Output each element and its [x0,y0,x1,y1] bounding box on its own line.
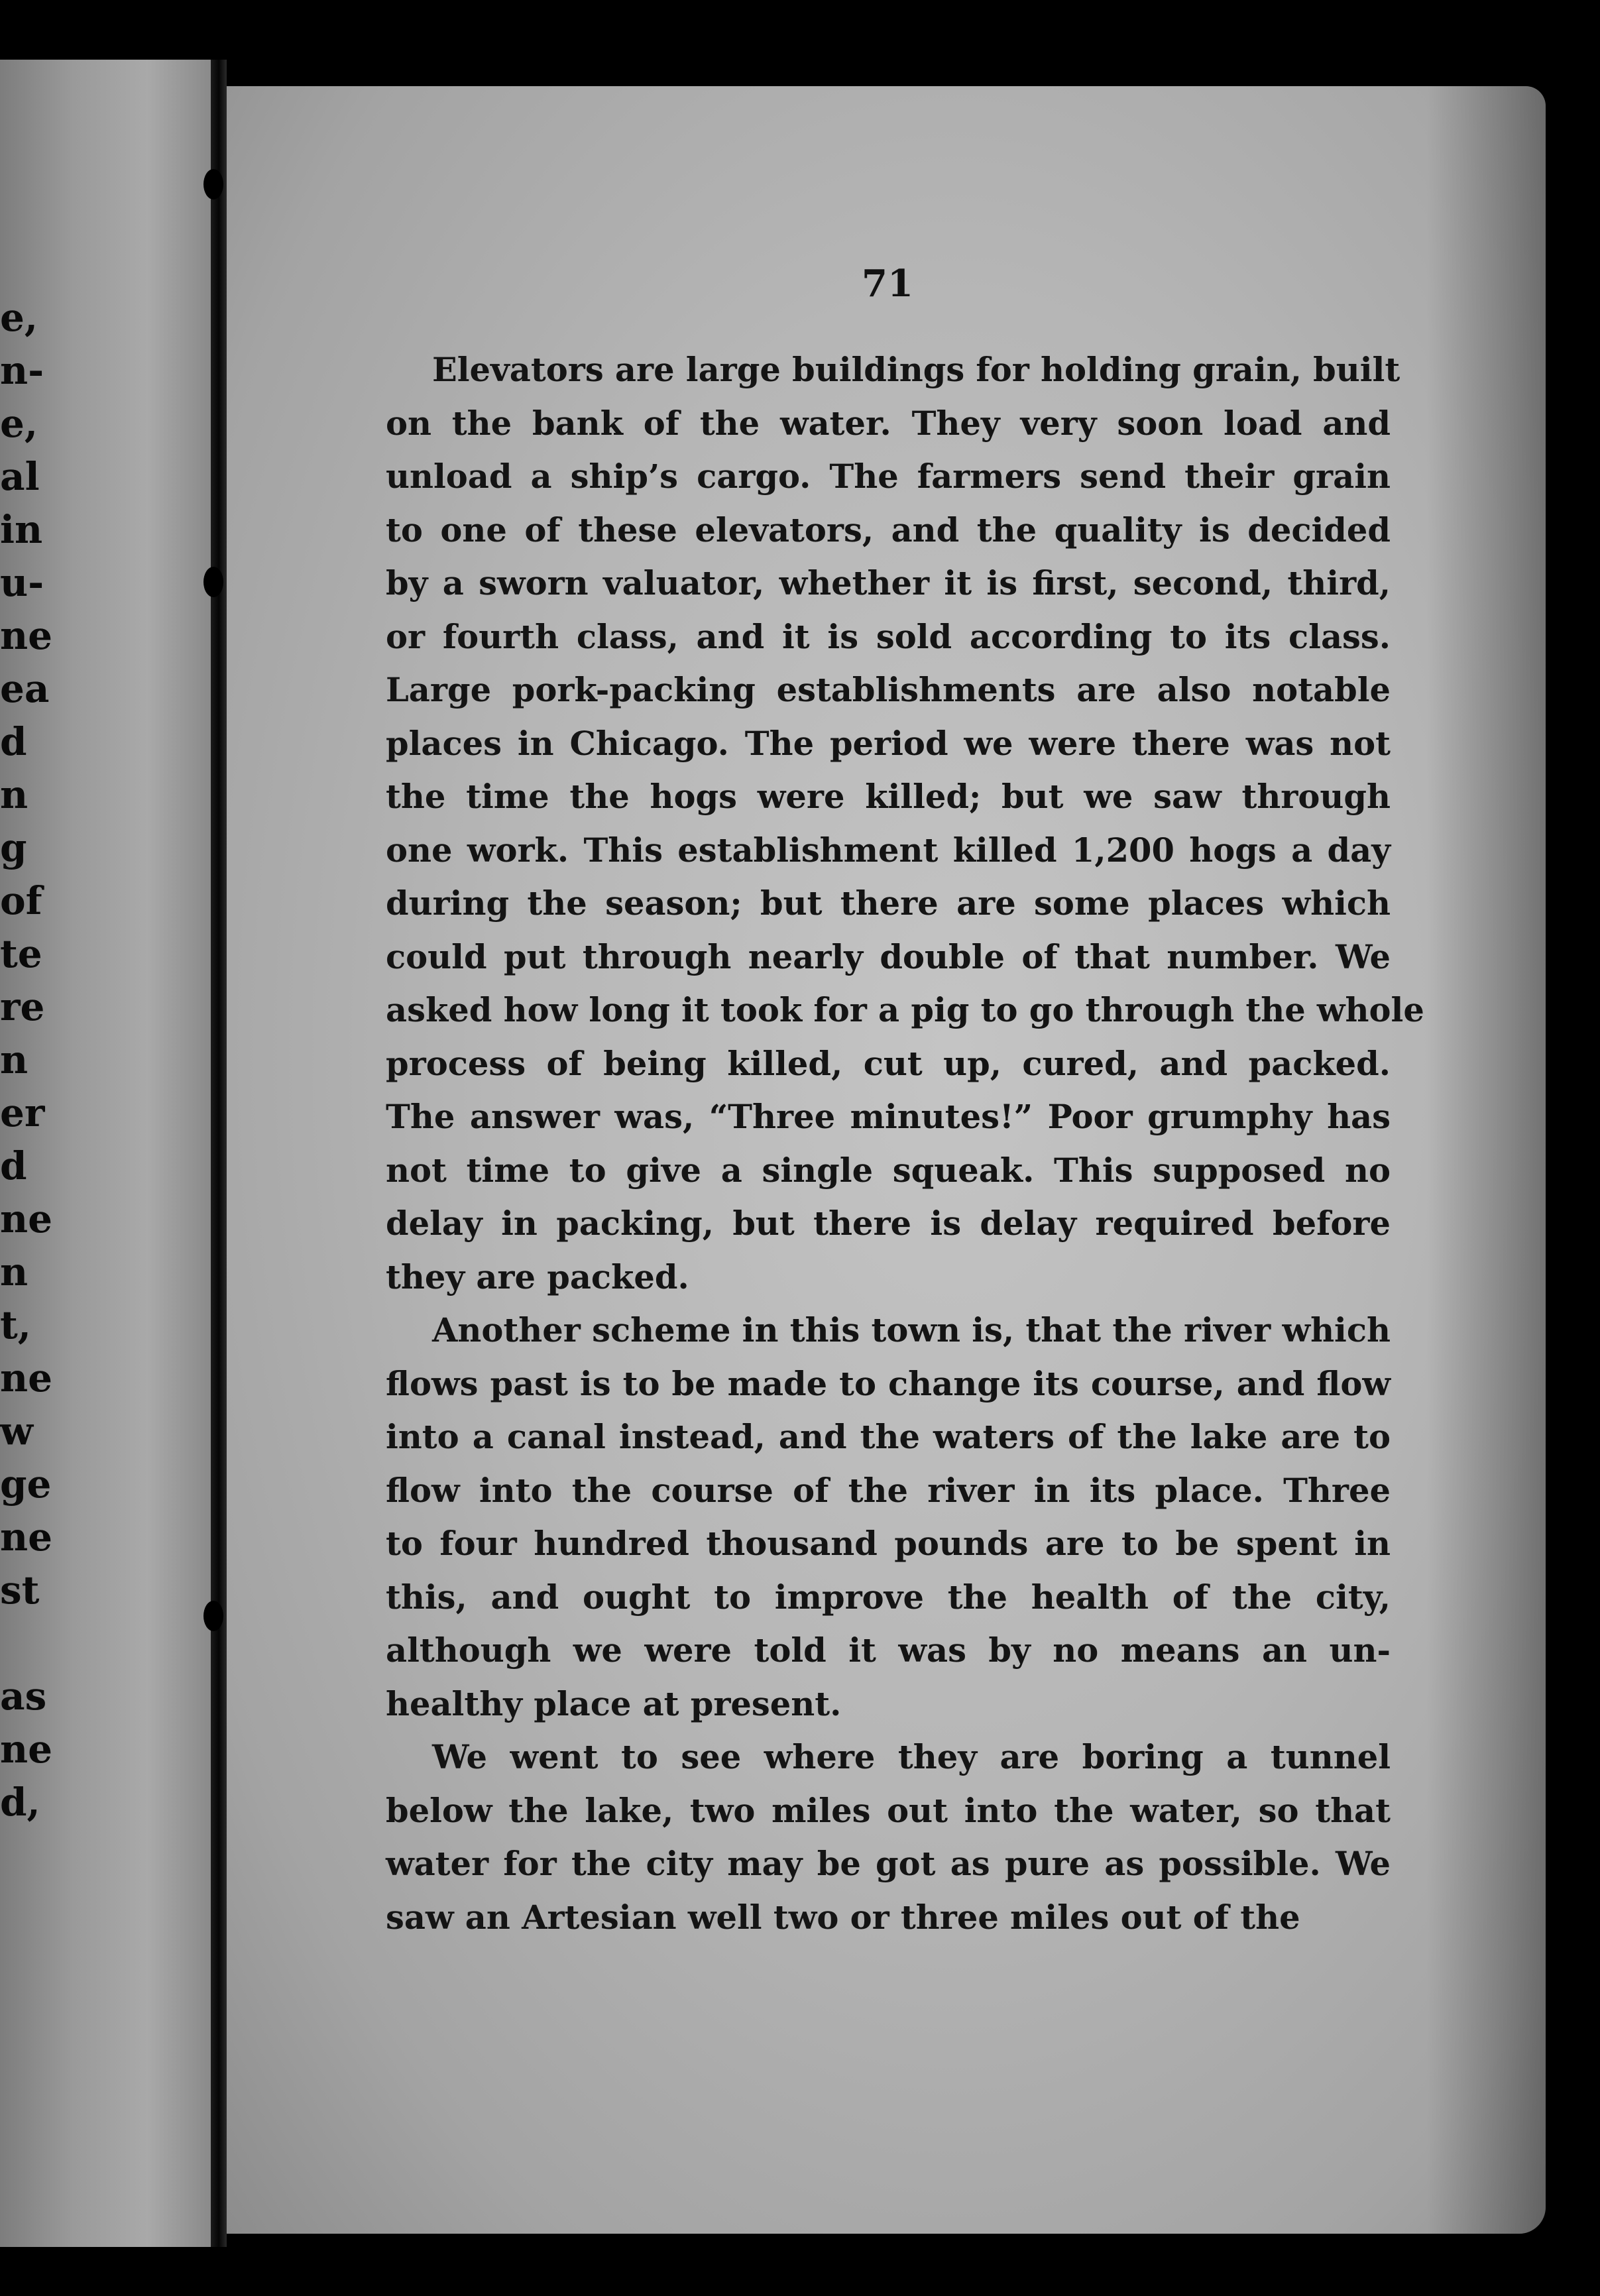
text-line: to one of these elevators, and the quality is decided [386,510,1391,549]
page-edge-fragment: e, [0,401,38,446]
text-line: to four hundred thousand pounds are to be spent in [386,1524,1391,1563]
previous-page-edge [0,60,211,2247]
text-line: Elevators are large buildings for holding grain, built [432,351,1400,389]
page-edge-fragment: of [0,878,42,923]
page-edge-shadow [1426,86,1546,2234]
page-edge-fragment: ne [0,1515,53,1560]
text-line: We went to see where they are boring a tunnel [432,1738,1391,1776]
paragraph [386,1304,1391,1731]
text-line: or fourth class, and it is sold according to its class. [386,617,1391,656]
page-edge-fragment: t, [0,1302,31,1348]
text-line: flows past is to be made to change its course, and flow [386,1364,1391,1403]
page-edge-fragment: ne [0,613,53,658]
page-edge-fragment: d, [0,1780,40,1825]
paragraph [386,1731,1391,1944]
text-line: Another scheme in this town is, that the river which [432,1311,1391,1349]
text-line: flow into the course of the river in its place. Three [386,1471,1391,1510]
text-line: delay in packing, but there is delay required before [386,1204,1391,1243]
page-edge-fragment: d [0,1143,27,1188]
text-line: although we were told it was by no means an un- [386,1631,1391,1670]
text-line: on the bank of the water. They very soon load and [386,404,1391,443]
page-text [386,343,1424,1944]
text-line: water for the city may be got as pure as possible. We [386,1845,1391,1883]
page-edge-fragment: d [0,719,27,764]
page-edge-fragment: n- [0,348,44,393]
text-line: healthy place at present. [386,1684,842,1723]
page-edge-fragment: ne [0,1727,53,1772]
text-line: places in Chicago. The period we were there was not [386,724,1391,763]
text-line: this, and ought to improve the health of the city, [386,1578,1391,1617]
text-line: asked how long it took for a pig to go through the whole [386,991,1424,1029]
binding-mark [203,567,223,597]
book-gutter [211,60,227,2247]
binding-mark [203,1601,223,1631]
page-edge-fragment: e, [0,295,38,340]
text-line: one work. This establishment killed 1,200 hogs a day [386,831,1391,870]
text-line: below the lake, two miles out into the water, so that [386,1791,1391,1830]
page-edge-fragment: n [0,772,29,817]
page-edge-fragment: u- [0,560,44,605]
page-edge-fragment: ea [0,666,50,711]
page-edge-fragment: te [0,931,42,976]
page-edge-fragment: re [0,984,45,1029]
page-edge-fragment: n [0,1037,29,1082]
page-edge-fragment: st [0,1568,40,1613]
page-edge-fragment: ge [0,1462,52,1507]
paragraph [386,343,1424,1304]
page-edge-fragment: ne [0,1196,53,1241]
page-edge-fragment: n [0,1249,29,1294]
text-line: saw an Artesian well two or three miles out of the [386,1898,1300,1937]
text-line: the time the hogs were killed; but we saw through [386,777,1391,816]
page-edge-fragment: al [0,454,40,499]
page-edge-fragment: er [0,1090,45,1135]
text-line: could put through nearly double of that number. We [386,937,1391,976]
page-number: 71 [862,262,913,306]
page-edge-fragment: in [0,507,43,552]
page-edge-fragment: as [0,1674,47,1719]
text-line: during the season; but there are some places which [386,884,1391,923]
binding-mark [203,169,223,200]
page-edge-fragment: w [0,1408,33,1454]
text-line: The answer was, “Three minutes!” Poor grumphy has [386,1098,1391,1136]
text-line: unload a ship’s cargo. The farmers send their grain [386,457,1391,496]
text-line: process of being killed, cut up, cured, and packed. [386,1044,1391,1083]
text-line: Large pork-packing establishments are also notable [386,671,1391,709]
text-line: into a canal instead, and the waters of the lake are to [386,1418,1391,1456]
page-edge-fragment: g [0,825,27,870]
text-line: by a sworn valuator, whether it is first, second, third, [386,564,1391,603]
text-line: not time to give a single squeak. This supposed no [386,1151,1391,1190]
page-edge-fragment: ne [0,1355,53,1401]
text-line: they are packed. [386,1257,689,1296]
